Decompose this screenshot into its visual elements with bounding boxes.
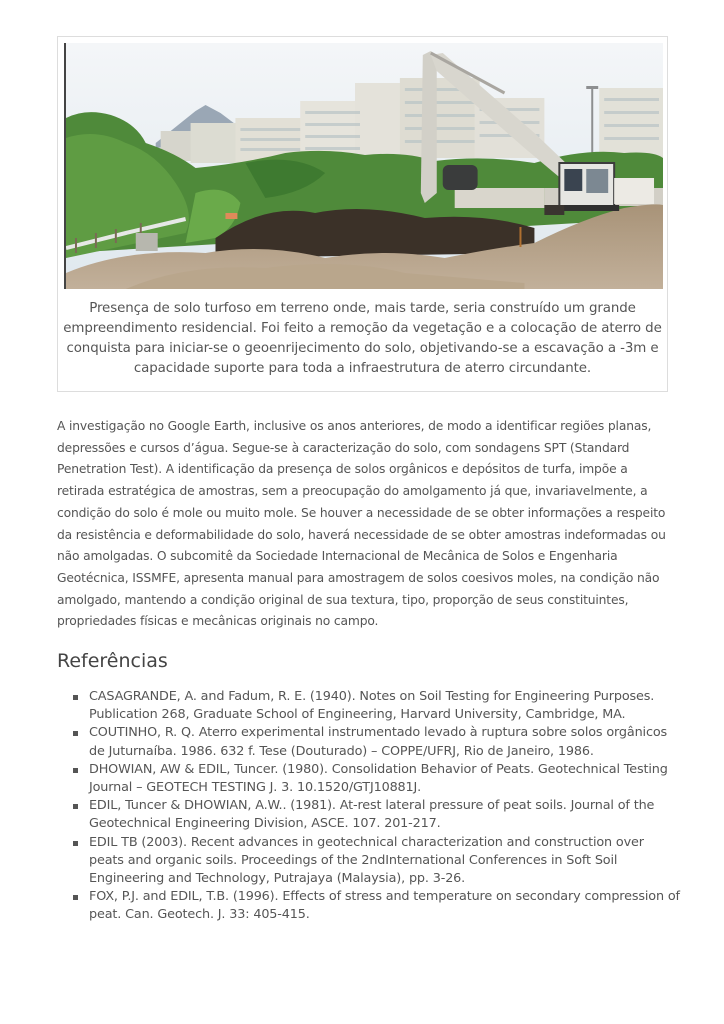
reference-text: EDIL, Tuncer & DHOWIAN, A.W.. (1981). At-rest lateral pressure of peat soils. Journal of the Geotechnical Engineering Division, ASCE. 107. 201-217. xyxy=(89,798,655,832)
reference-text: COUTINHO, R. Q. Aterro experimental instrumentado levado à ruptura sobre solos orgânicos de Juturnaíba. 1986. 632 f. Tese (Douturado) – COPPE/UFRJ, Rio de Janeiro, 1986. xyxy=(89,725,668,759)
square-bullet-icon xyxy=(73,841,78,846)
figure xyxy=(57,36,668,392)
references-list xyxy=(72,688,682,925)
reference-item xyxy=(72,688,682,724)
reference-text: CASAGRANDE, A. and Fadum, R. E. (1940). Notes on Soil Testing for Engineering Purposes. Publication 268, Graduate School of Engineering, Harvard University, Cambridge, MA. xyxy=(89,689,655,723)
reference-item xyxy=(72,724,682,760)
reference-item xyxy=(72,888,682,924)
square-bullet-icon xyxy=(73,768,78,773)
square-bullet-icon xyxy=(73,731,78,736)
excavation-site-photo xyxy=(64,43,663,289)
reference-text: DHOWIAN, AW & EDIL, Tuncer. (1980). Consolidation Behavior of Peats. Geotechnical Testing Journal – GEOTECH TESTING J. 3. 10.1520/GTJ10881J. xyxy=(89,761,668,796)
reference-item xyxy=(72,761,682,797)
square-bullet-icon xyxy=(73,695,78,700)
square-bullet-icon xyxy=(73,895,78,900)
figure-caption: Presença de solo turfoso em terreno onde, mais tarde, seria construído um grande empreendimento residencial. Foi feito a remoção da vegetação e a colocação de aterro de conquista para iniciar-se o geoenrijecimento do solo, objetivando-se a escavação a -3m e capacidade suporte para toda a infraestrutura de aterro circundante. xyxy=(63,301,662,376)
photo-illustration xyxy=(66,43,663,289)
reference-text: FOX, P.J. and EDIL, T.B. (1996). Effects of stress and temperature on secondary compression of peat. Can. Geotech. J. 33: 405-415. xyxy=(89,889,680,923)
reference-item xyxy=(72,797,682,833)
body-paragraph: A investigação no Google Earth, inclusive os anos anteriores, de modo a identificar regiões planas, depressões e cursos d’água. Segue-se à caracterização do solo, com sondagens SPT (Standard Penetration Test). A identificação da presença de solos orgânicos e depósitos de turfa, impõe a retirada estratégica de amostras, sem a preocupação do amolgamento já que, invariavelmente, a condição do solo é mole ou muito mole. Se houver a necessidade de se obter informações a respeito da resistência e deformabilidade do solo, haverá necessidade de se obter amostras indeformadas ou não amolgadas. O subcomitê da Sociedade Internacional de Mecânica de Solos e Engenharia Geotécnica, ISSMFE, apresenta manual para amostragem de solos coesivos moles, na condição não amolgado, mantendo a condição original de sua textura, tipo, proporção de seus constituintes, propriedades físicas e mecânicas originais no campo. xyxy=(57,419,666,629)
reference-item xyxy=(72,834,682,889)
reference-text: EDIL TB (2003). Recent advances in geotechnical characterization and construction over peats and organic soils. Proceedings of the 2ndInternational Conferences in Soft Soil Engineering and Technology, Putrajaya (Malaysia), pp. 3-26. xyxy=(89,834,644,887)
references-heading: Referências xyxy=(57,650,168,672)
square-bullet-icon xyxy=(73,804,78,809)
